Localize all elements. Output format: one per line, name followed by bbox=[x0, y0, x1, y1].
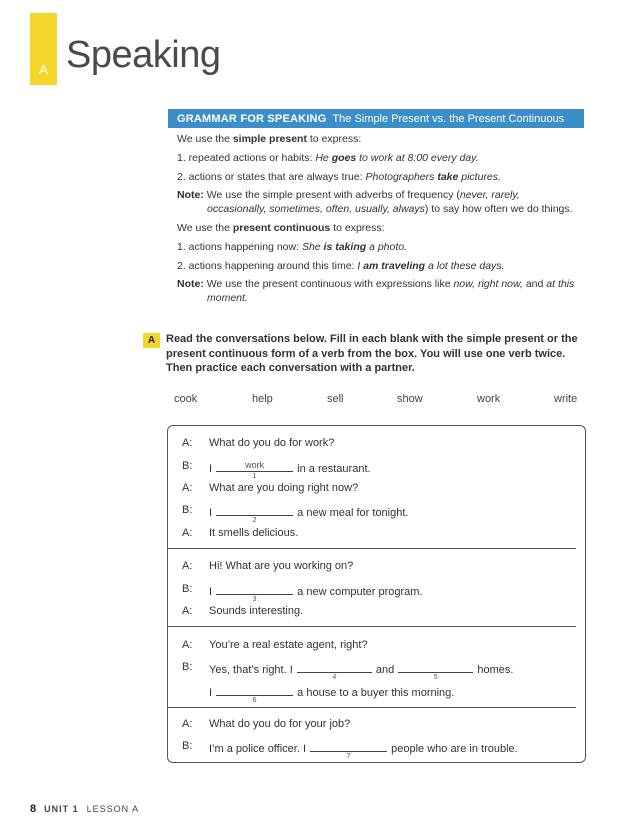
dialogue-line bbox=[209, 460, 371, 480]
grammar-pc-note-line-2 bbox=[207, 292, 248, 304]
grammar-sp-rule-2 bbox=[177, 171, 501, 183]
section-letter: A bbox=[39, 62, 48, 77]
blank-number: 4 bbox=[332, 674, 337, 681]
example: to work at 8:00 every day. bbox=[356, 152, 479, 164]
speaker-label: A: bbox=[182, 482, 193, 494]
example: now, right now, bbox=[453, 278, 523, 290]
page-number: 8 bbox=[30, 803, 37, 815]
word-sell: sell bbox=[327, 393, 344, 405]
note-label: Note: bbox=[177, 278, 204, 290]
text: ) to say how often we do things. bbox=[424, 203, 573, 215]
lesson-label: LESSON A bbox=[86, 804, 140, 814]
dialogue-line: Hi! What are you working on? bbox=[209, 560, 354, 572]
exercise-instructions: Read the conversations below. Fill in each blank with the simple present or the present continuous form of a verb from the box. You will use one verb twice. Then practice each conversation with a partner. bbox=[166, 333, 578, 374]
text: a house to a buyer this morning. bbox=[294, 687, 455, 699]
conversation-divider bbox=[167, 626, 576, 627]
speaker-label: B: bbox=[182, 661, 193, 673]
example-verb: is taking bbox=[323, 241, 367, 253]
grammar-heading-topic: The Simple Present vs. the Present Continuous bbox=[332, 112, 565, 125]
dialogue-line: You’re a real estate agent, right? bbox=[209, 639, 368, 651]
dialogue-line bbox=[209, 504, 409, 524]
text: and bbox=[372, 664, 398, 676]
grammar-pc-rule-1 bbox=[177, 241, 407, 253]
text: 2. actions or states that are always true: bbox=[177, 171, 366, 183]
example-verb: goes bbox=[331, 152, 357, 164]
dialogue-line bbox=[209, 661, 514, 681]
text: to express: bbox=[306, 133, 362, 145]
example: occasionally, sometimes, often, usually, always bbox=[207, 203, 425, 215]
text: people who are in trouble. bbox=[388, 743, 518, 755]
dialogue-line bbox=[209, 583, 423, 603]
text: a new meal for tonight. bbox=[294, 507, 409, 519]
text: to express: bbox=[330, 222, 385, 234]
blank-number: 6 bbox=[252, 697, 257, 704]
example-verb: take bbox=[437, 171, 459, 183]
grammar-sp-note-line-1 bbox=[177, 189, 520, 201]
exercise-badge: A bbox=[143, 333, 160, 348]
speaker-label: B: bbox=[182, 583, 193, 595]
speaker-label: A: bbox=[182, 527, 193, 539]
dialogue-line: It smells delicious. bbox=[209, 527, 299, 539]
grammar-pc-note-line-1 bbox=[177, 278, 574, 290]
grammar-heading-bar bbox=[168, 109, 584, 128]
dialogue-line: What do you do for work? bbox=[209, 437, 335, 449]
text: 1. repeated actions or habits: bbox=[177, 152, 316, 164]
grammar-pc-rule-2 bbox=[177, 260, 504, 272]
section-letter-badge bbox=[30, 13, 57, 85]
speaker-label: A: bbox=[182, 639, 193, 651]
word-work: work bbox=[477, 393, 501, 405]
blank-number: 1 bbox=[252, 473, 257, 480]
example: pictures. bbox=[458, 171, 501, 183]
text: I bbox=[209, 687, 216, 699]
text: I bbox=[209, 507, 216, 519]
dialogue-line: What are you doing right now? bbox=[209, 482, 359, 494]
text: I bbox=[209, 463, 216, 475]
answer-blank-1[interactable] bbox=[216, 460, 293, 480]
text: 1. actions happening now: bbox=[177, 241, 302, 253]
speaker-label: B: bbox=[182, 460, 193, 472]
term-simple-present: simple present bbox=[232, 133, 307, 145]
example: a photo. bbox=[366, 241, 408, 253]
example-verb: am traveling bbox=[363, 260, 426, 272]
note-label: Note: bbox=[177, 189, 204, 201]
speaker-label: A: bbox=[182, 437, 193, 449]
speaker-label: A: bbox=[182, 718, 193, 730]
grammar-sp-rule-1 bbox=[177, 152, 479, 164]
text: We use the bbox=[177, 133, 233, 145]
conversation-divider bbox=[167, 707, 576, 708]
answer-blank-5[interactable] bbox=[398, 661, 473, 681]
text: 2. actions happening around this time: bbox=[177, 260, 358, 272]
text: in a restaurant. bbox=[294, 463, 371, 475]
grammar-sp-note-line-2 bbox=[207, 203, 573, 215]
example: Photographers bbox=[365, 171, 438, 183]
speaker-label: B: bbox=[182, 504, 193, 516]
text: Yes, that’s right. I bbox=[209, 664, 296, 676]
dialogue-line bbox=[209, 684, 455, 704]
blank-number: 7 bbox=[346, 753, 351, 760]
word-write: write bbox=[554, 393, 578, 405]
unit-label: UNIT 1 bbox=[44, 804, 79, 814]
speaker-label: A: bbox=[182, 560, 193, 572]
text: I bbox=[209, 586, 216, 598]
blank-number: 5 bbox=[433, 674, 438, 681]
example: He bbox=[315, 152, 332, 164]
text: a new computer program. bbox=[294, 586, 423, 598]
grammar-sp-intro bbox=[177, 133, 361, 145]
dialogue-line: What do you do for your job? bbox=[209, 718, 351, 730]
answer-blank-4[interactable] bbox=[297, 661, 372, 681]
example: never, rarely, bbox=[459, 189, 520, 201]
dialogue-line: Sounds interesting. bbox=[209, 605, 304, 617]
dialogue-line bbox=[209, 740, 518, 760]
speaker-label: B: bbox=[182, 740, 193, 752]
conversation-divider bbox=[167, 548, 576, 549]
text: We use the present continuous with expressions like bbox=[203, 278, 454, 290]
word-cook: cook bbox=[174, 393, 198, 405]
text: and bbox=[522, 278, 547, 290]
word-show: show bbox=[397, 393, 423, 405]
example: moment. bbox=[207, 292, 248, 304]
example: I bbox=[357, 260, 364, 272]
word-help: help bbox=[252, 393, 273, 405]
text: I’m a police officer. I bbox=[209, 743, 310, 755]
text: homes. bbox=[474, 664, 514, 676]
page-footer bbox=[30, 803, 139, 815]
grammar-heading-label: GRAMMAR FOR SPEAKING bbox=[177, 112, 327, 125]
answer-blank-6[interactable] bbox=[216, 684, 293, 704]
term-present-continuous: present continuous bbox=[232, 222, 331, 234]
blank-number: 2 bbox=[252, 517, 257, 524]
speaker-label: A: bbox=[182, 605, 193, 617]
example: She bbox=[301, 241, 324, 253]
grammar-pc-intro bbox=[177, 222, 385, 234]
answer-blank-3[interactable] bbox=[216, 583, 293, 603]
section-title: Speaking bbox=[66, 34, 221, 76]
blank-number: 3 bbox=[252, 596, 257, 603]
answer-text: work bbox=[245, 460, 265, 470]
example: a lot these days. bbox=[425, 260, 505, 272]
answer-blank-2[interactable] bbox=[216, 504, 293, 524]
answer-blank-7[interactable] bbox=[310, 740, 387, 760]
example: at this bbox=[546, 278, 575, 290]
text: We use the bbox=[177, 222, 233, 234]
text: We use the simple present with adverbs of frequency ( bbox=[203, 189, 460, 201]
